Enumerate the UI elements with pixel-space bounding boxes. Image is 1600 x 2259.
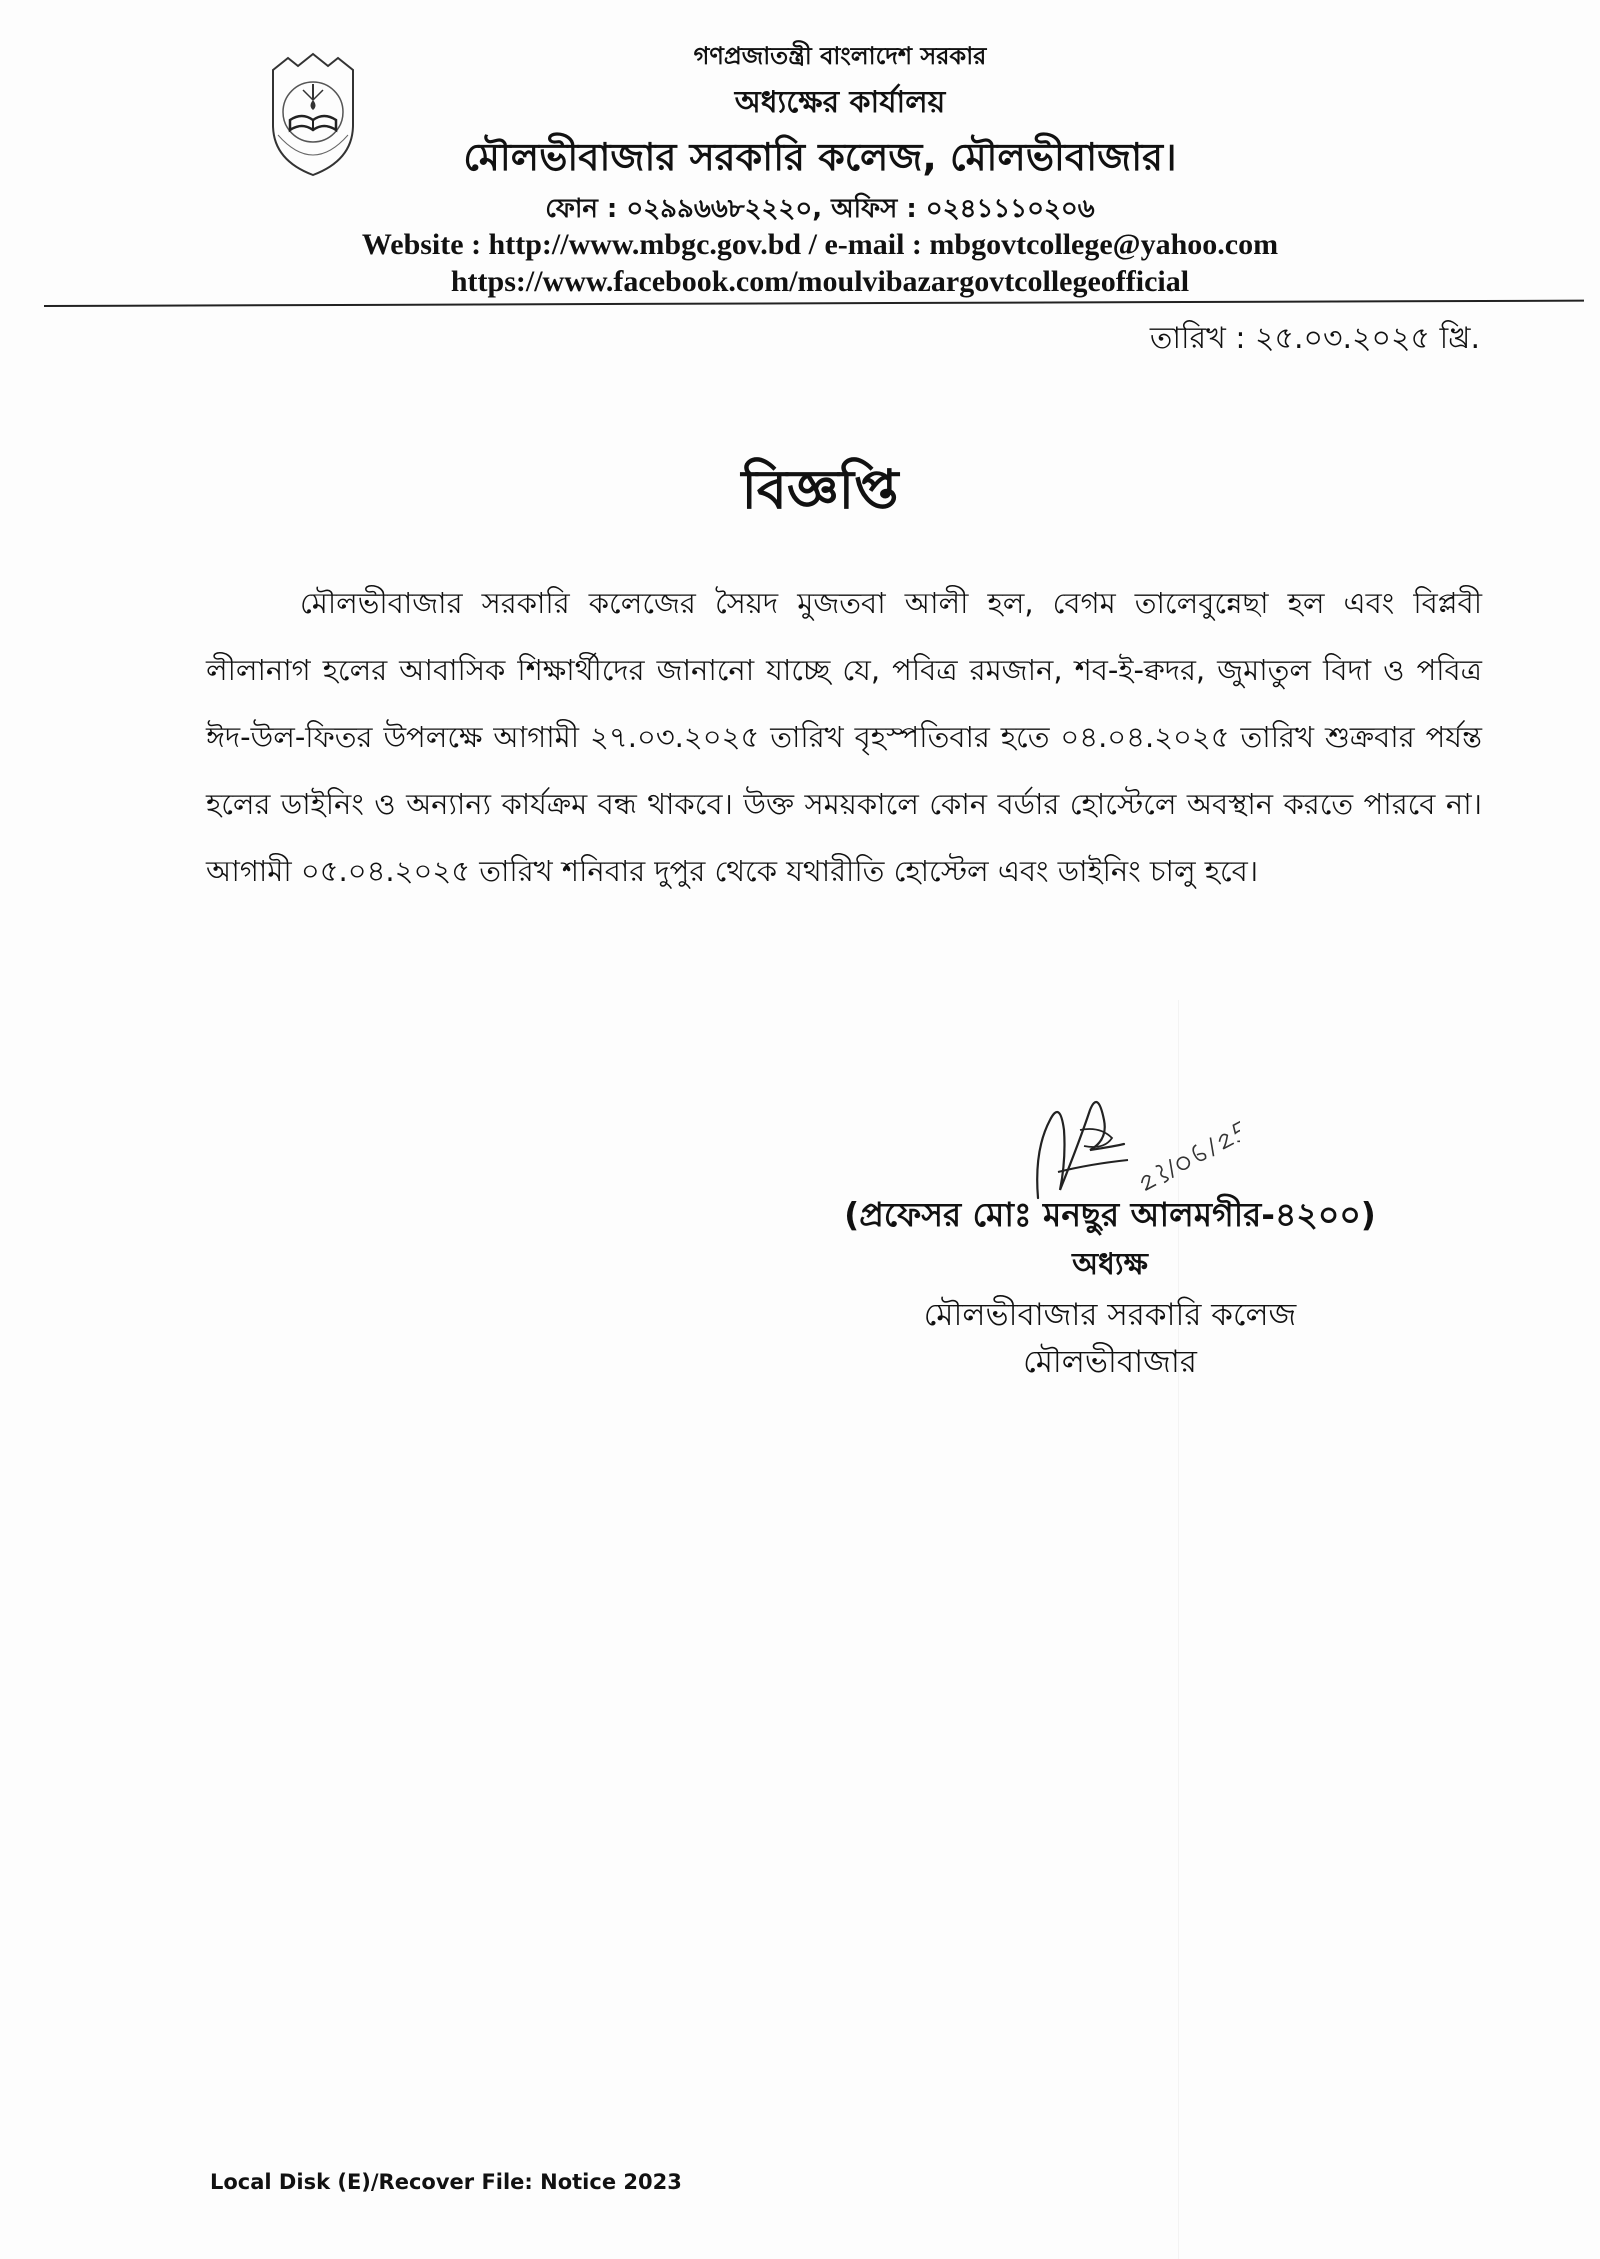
footer-file-path: Local Disk (E)/Recover File: Notice 2023	[210, 2170, 682, 2194]
header-divider	[44, 300, 1584, 307]
notice-title: বিজ্ঞপ্তি	[741, 458, 899, 521]
college-name: মৌলভীবাজার সরকারি কলেজ, মৌলভীবাজার।	[463, 135, 1177, 179]
scan-fold-line	[1178, 1000, 1179, 2259]
signatory-designation: অধ্যক্ষ	[1072, 1247, 1148, 1282]
notice-date: তারিখ : ২৫.০৩.২০২৫ খ্রি.	[1149, 321, 1480, 356]
signatory-city: মৌলভীবাজার	[1023, 1344, 1197, 1380]
facebook-line: https://www.facebook.com/moulvibazargovtcollegeofficial	[450, 265, 1190, 298]
government-name: গণপ্রজাতন্ত্রী বাংলাদেশ সরকার	[693, 42, 987, 70]
website-line: Website : http://www.mbgc.gov.bd / e-mail : mbgovtcollege@yahoo.com	[361, 228, 1279, 261]
notice-body: মৌলভীবাজার সরকারি কলেজের সৈয়দ মুজতবা আলী হল, বেগম তালেবুন্নেছা হল এবং বিপ্লবী লীলানাগ হলের আবাসিক শিক্ষার্থীদের জানানো যাচ্ছে যে, পবিত্র রমজান, শব-ই-ক্বদর, জুমাতুল বিদা ও পবিত্র ঈদ-উল-ফিতর উপলক্ষে আগামী ২৭.০৩.২০২৫ তারিখ বৃহস্পতিবার হতে ০৪.০৪.২০২৫ তারিখ শুক্রবার পর্যন্ত হলের ডাইনিং ও অন্যান্য কার্যক্রম বন্ধ থাকবে। উক্ত সময়কালে কোন বর্ডার হোস্টেলে অবস্থান করতে পারবে না। আগামী ০৫.০৪.২০২৫ তারিখ শনিবার দুপুর থেকে যথারীতি হোস্টেল এবং ডাইনিং চালু হবে।	[206, 586, 1482, 888]
signatory-name: (প্রফেসর মোঃ মনছুর আলমগীর-৪২০০)	[844, 1195, 1376, 1234]
office-name: অধ্যক্ষের কার্যালয়	[734, 85, 946, 120]
signatory-organization: মৌলভীবাজার সরকারি কলেজ	[923, 1297, 1297, 1333]
phone-line: ফোন : ০২৯৯৬৬৮২২২০, অফিস : ০২৪১১১০২০৬	[545, 194, 1095, 224]
signature-block	[830, 1190, 1390, 1384]
